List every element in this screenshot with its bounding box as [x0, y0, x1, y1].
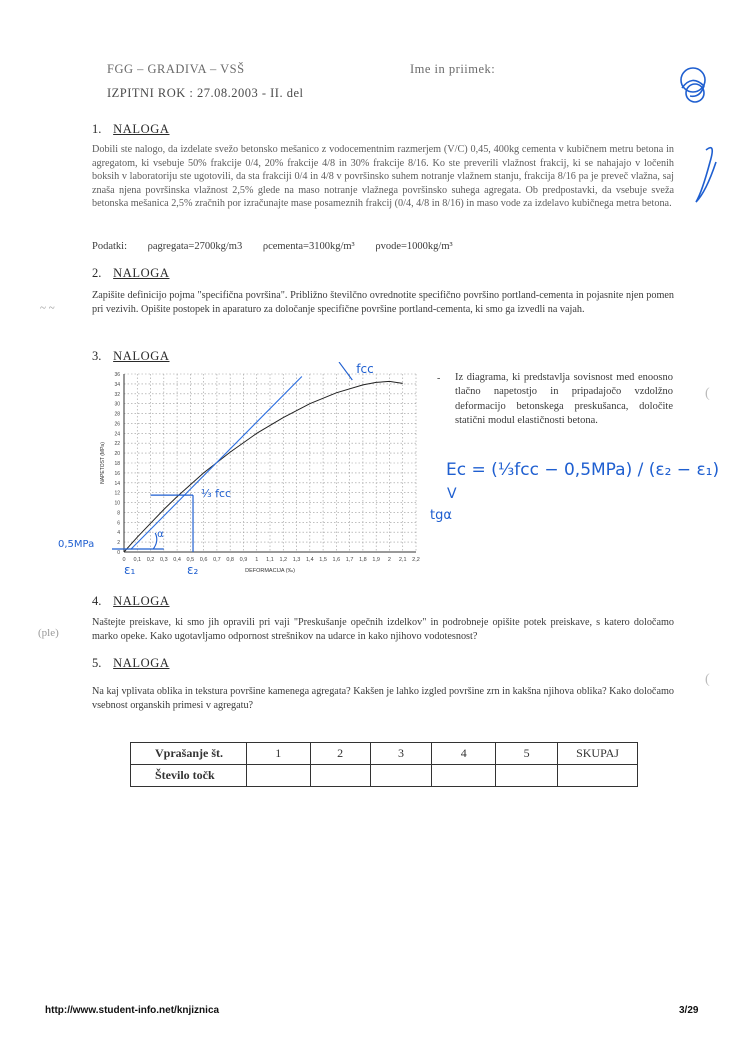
data-voda: ρvode=1000kg/m³	[375, 241, 453, 252]
mpa-label: 0,5MPa	[58, 539, 95, 551]
task4-text: Naštejte preiskave, ki smo jih opravili pri vaji "Preskušanje opečnih izdelkov" in podrobneje opišite potek preiskave, s katero določamo marko opeke. Kako ugotavljamo odpornost strešnikov na udarce in kako njihovo vodotesnost?	[92, 617, 674, 642]
x-tick-label: 0,7	[213, 557, 221, 563]
x-tick-label: 1,8	[359, 557, 367, 563]
x-tick-label: 1,1	[266, 557, 274, 563]
y-tick-label: 12	[114, 490, 120, 497]
footer-url[interactable]: http://www.student-info.net/knjiznica	[45, 1005, 220, 1016]
y-tick-label: 20	[114, 451, 120, 458]
name-label: Ime in priimek:	[410, 62, 496, 76]
score-row1-label: Vprašanje št.	[131, 743, 247, 765]
score-table-header-row	[131, 743, 638, 765]
stress-strain-chart	[58, 362, 428, 582]
score-col-1: 1	[246, 743, 310, 765]
task4-title	[92, 594, 170, 609]
y-tick-label: 10	[114, 500, 120, 507]
data-agregat: ρagregata=2700kg/m3	[147, 241, 243, 252]
y-tick-label: 4	[117, 530, 120, 537]
formula-v: V	[447, 486, 457, 502]
data-label: Podatki:	[92, 241, 128, 252]
task2-title	[92, 266, 170, 281]
third-fcc-label: ⅓ fcc	[200, 487, 232, 501]
task1-data	[92, 241, 471, 252]
score-cell	[310, 765, 370, 787]
y-tick-label: 34	[114, 381, 120, 388]
footer-page: 3/29	[679, 1005, 699, 1016]
score-row2-label: Število točk	[131, 765, 247, 787]
course-header: FGG – GRADIVA – VSŠ	[107, 62, 245, 76]
task5-text: Na kaj vplivata oblika in tekstura površine kamenega agregata? Kakšen je lahko izgled površine zrn in kakšna njihova oblika? Kako določamo vsebnost organskih primesi v agregatu?	[92, 686, 674, 711]
x-tick-label: 1,7	[345, 557, 354, 563]
margin-paren: (	[705, 386, 710, 401]
eps2-label: ε₂	[187, 563, 199, 577]
score-col-3: 3	[370, 743, 432, 765]
data-cement: ρcementa=3100kg/m³	[262, 241, 355, 252]
y-tick-label: 22	[114, 441, 120, 448]
task3-number: 3.	[92, 349, 102, 363]
score-table-points-row	[131, 765, 638, 787]
handwritten-marks	[668, 60, 728, 210]
x-tick-label: 1	[255, 557, 259, 563]
y-tick-label: 26	[114, 421, 120, 428]
margin-paren: (	[705, 672, 710, 687]
x-tick-label: 0,6	[199, 557, 208, 563]
x-tick-label: 1,9	[372, 557, 381, 563]
score-cell	[370, 765, 432, 787]
x-tick-label: 2	[387, 557, 391, 563]
task1-label: NALOGA	[113, 122, 170, 136]
x-tick-label: 0,9	[239, 557, 248, 563]
formula-handwritten: Ec = (⅓fcc − 0,5MPa) / (ε₂ − ε₁)	[446, 460, 720, 480]
x-tick-label: 0,8	[226, 557, 235, 563]
x-tick-label: 0,4	[173, 557, 181, 563]
task1-title	[92, 122, 170, 137]
score-col-2: 2	[310, 743, 370, 765]
x-tick-label: 0,1	[133, 557, 142, 563]
y-tick-label: 36	[114, 372, 120, 378]
y-tick-label: 28	[114, 411, 120, 418]
y-tick-label: 2	[117, 540, 120, 547]
task3-label: NALOGA	[113, 349, 170, 363]
margin-note-2: ~ ~	[40, 302, 55, 314]
bullet-dash: -	[437, 373, 441, 384]
exam-date: IZPITNI ROK : 27.08.2003 - II. del	[107, 86, 304, 100]
x-tick-label: 1,3	[292, 557, 301, 563]
score-cell	[246, 765, 310, 787]
task5-title	[92, 656, 170, 671]
y-axis-label: NAPETOST (MPa)	[100, 442, 106, 484]
y-tick-label: 8	[117, 510, 120, 517]
score-table	[130, 742, 638, 787]
score-col-total: SKUPAJ	[558, 743, 638, 765]
score-col-5: 5	[496, 743, 558, 765]
alpha-label: α	[157, 529, 164, 541]
y-tick-label: 16	[114, 470, 120, 477]
y-tick-label: 6	[117, 520, 120, 527]
fcc-marker	[339, 362, 352, 380]
tg-alpha: tgα	[430, 508, 452, 523]
y-tick-label: 14	[114, 480, 120, 487]
y-tick-label: 32	[114, 391, 120, 398]
task1-text: Dobili ste nalogo, da izdelate svežo betonsko mešanico z vodocementnim razmerjem (V/C) 0,45, 400kg cementa v kubičnem metru betona in agregatom, ki vsebuje 50% frakcije 0/4, 20% frakcije 4/8 in 30% frakcije 8/16. Ko ste preverili vlažnost frakcij, ki se nahajajo v ločenih boksih v laboratoriju ste ugotovili, da sta frakciji 0/4 in 4/8 v površinsko suhem notranje vlažnem stanju, frakcija 8/16 pa je preveč vlažna, saj znaša njena površinska vlažnost 2,5% glede na maso notranje vlažnega površinsko suhega agregata. Ob predpostavki, da vsebuje sveža betonska mešanica 2,5% zračnih por izračunajte mase posameznih frakcij (0/4, 4/8 in 8/16) in maso vode za izdelavo kubičnega metra betona.	[92, 144, 674, 210]
x-tick-label: 0,3	[159, 557, 168, 563]
task1-number: 1.	[92, 122, 102, 136]
task2-number: 2.	[92, 266, 102, 280]
score-cell	[432, 765, 496, 787]
x-tick-label: 0,2	[146, 557, 155, 563]
task5-number: 5.	[92, 656, 102, 670]
margin-note-4: (ple)	[38, 627, 59, 639]
fcc-label: fcc	[356, 362, 374, 376]
y-tick-label: 30	[114, 401, 120, 408]
eps1-label: ε₁	[124, 563, 136, 577]
x-tick-label: 0	[122, 557, 126, 563]
score-cell	[496, 765, 558, 787]
x-tick-label: 2,2	[412, 557, 420, 563]
x-axis-label: DEFORMACIJA (‰)	[245, 568, 295, 574]
y-tick-label: 24	[114, 431, 120, 438]
x-tick-label: 2,1	[398, 557, 407, 563]
y-tick-label: 0	[117, 550, 120, 556]
stress-strain-curve	[124, 381, 403, 552]
x-tick-label: 1,2	[279, 557, 288, 563]
x-tick-label: 1,5	[319, 557, 327, 563]
task4-number: 4.	[92, 594, 102, 608]
score-cell	[558, 765, 638, 787]
task4-label: NALOGA	[113, 594, 170, 608]
score-col-4: 4	[432, 743, 496, 765]
task3-text: Iz diagrama, ki predstavlja sovisnost med enoosno tlačno napetostjo in pripadajočo vzdolžno deformacijo betonskega preskušanca, določite statični modul elastičnosti betona.	[455, 372, 673, 427]
task2-text: Zapišite definicijo pojma "specifična površina". Približno številčno ovrednotite specifično površino portland-cementa in pojasnite njen pomen pri vezivih. Opišite postopek in aparaturo za določanje specifične površine portland-cementa, ki smo ga izvedli na vajah.	[92, 290, 674, 315]
task5-label: NALOGA	[113, 656, 170, 670]
x-tick-label: 1,4	[305, 557, 314, 563]
y-tick-label: 18	[114, 461, 120, 467]
x-tick-label: 1,6	[332, 557, 341, 563]
x-tick-label: 0,5	[186, 557, 195, 563]
task2-label: NALOGA	[113, 266, 170, 280]
